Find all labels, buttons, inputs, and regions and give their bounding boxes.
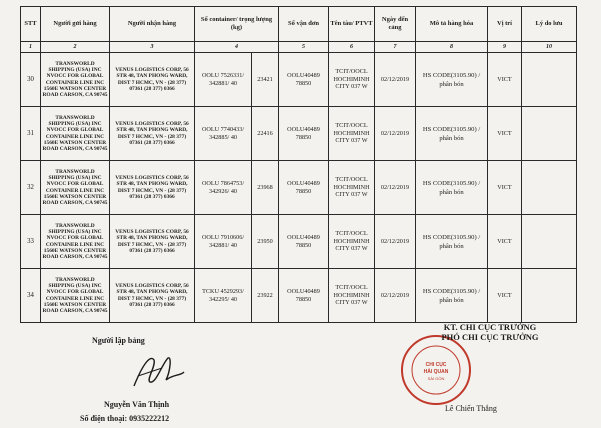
svg-text:HẢI QUAN: HẢI QUAN — [423, 369, 449, 375]
cell-container: OOLU 7910606/ 342881/ 40 — [195, 215, 252, 269]
cell-shipper: TRANSWORLD SHIPPING (USA) INC NVOCC FOR GLOBAL CONTAINER LINE INC 1560E WATSON CENTER ROAD CARSON, CA 90745 — [41, 53, 110, 107]
cell-reason — [522, 53, 577, 107]
cell-shipper: TRANSWORLD SHIPPING (USA) INC NVOCC FOR GLOBAL CONTAINER LINE INC 1560E WATSON CENTER ROAD CARSON, CA 90745 — [41, 269, 110, 323]
header-vessel: Tên tàu/ PTVT — [329, 7, 375, 42]
cell-description: HS CODE(3105.90) / phân bón — [416, 269, 488, 323]
table-row — [21, 161, 577, 215]
header-stt: STT — [21, 7, 41, 42]
cell-consignee: VENUS LOGISTICS CORP, 56 STR 48, TAN PHONG WARD, DIST 7 HCMC, VN - (28 377) 07361 (28 377) 0366 — [110, 107, 195, 161]
cell-shipper: TRANSWORLD SHIPPING (USA) INC NVOCC FOR GLOBAL CONTAINER LINE INC 1560E WATSON CENTER ROAD CARSON, CA 90745 — [41, 215, 110, 269]
cell-position: VICT — [488, 53, 522, 107]
table-row — [21, 107, 577, 161]
cell-weight: 23968 — [252, 161, 279, 215]
header-consignee: Người nhận hàng — [110, 7, 195, 42]
cell-weight: 23922 — [252, 269, 279, 323]
cell-vessel: TCIT/OOCL HOCHIMINH CITY 037 W — [329, 161, 375, 215]
cell-stt: 31 — [21, 107, 41, 161]
approver-name: Lê Chiến Thắng — [445, 404, 497, 413]
col-index: 2 — [41, 42, 110, 53]
cell-reason — [522, 215, 577, 269]
cell-vessel: TCIT/OOCL HOCHIMINH CITY 037 W — [329, 53, 375, 107]
cell-stt: 32 — [21, 161, 41, 215]
col-index: 8 — [416, 42, 488, 53]
header-row — [21, 7, 577, 42]
cell-stt: 34 — [21, 269, 41, 323]
preparer-phone: Số điện thoại: 0935222212 — [80, 414, 170, 423]
header-position: Vị trí — [488, 7, 522, 42]
cell-reason — [522, 161, 577, 215]
cell-shipper: TRANSWORLD SHIPPING (USA) INC NVOCC FOR GLOBAL CONTAINER LINE INC 1560E WATSON CENTER ROAD CARSON, CA 90745 — [41, 107, 110, 161]
cell-position: VICT — [488, 107, 522, 161]
cell-container: OOLU 7526331/ 342881/ 40 — [195, 53, 252, 107]
cell-date: 02/12/2019 — [375, 161, 416, 215]
col-index: 6 — [329, 42, 375, 53]
cell-date: 02/12/2019 — [375, 107, 416, 161]
cell-position: VICT — [488, 269, 522, 323]
col-index: 5 — [279, 42, 329, 53]
table-row — [21, 269, 577, 323]
storage-list-table — [20, 6, 577, 323]
cell-reason — [522, 269, 577, 323]
header-date: Ngày đến cảng — [375, 7, 416, 42]
cell-position: VICT — [488, 161, 522, 215]
header-reason: Lý do lưu — [522, 7, 577, 42]
svg-text:CHI CỤC: CHI CỤC — [425, 362, 447, 368]
cell-stt: 33 — [21, 215, 41, 269]
cell-description: HS CODE(3105.90) / phân bón — [416, 53, 488, 107]
cell-stt: 30 — [21, 53, 41, 107]
cell-container: TCKU 4529293/ 342295/ 40 — [195, 269, 252, 323]
cell-vessel: TCIT/OOCL HOCHIMINH CITY 037 W — [329, 215, 375, 269]
cell-bl: OOLU40489 78850 — [279, 269, 329, 323]
preparer-title: Người lập bảng — [92, 336, 145, 345]
header-shipper: Người gửi hàng — [41, 7, 110, 42]
cell-container: OOLU 7740433/ 342885/ 40 — [195, 107, 252, 161]
approver-title-2: PHÓ CHI CỤC TRƯỞNG — [441, 332, 539, 342]
cell-consignee: VENUS LOGISTICS CORP, 56 STR 48, TAN PHONG WARD, DIST 7 HCMC, VN - (28 377) 07361 (28 377) 0366 — [110, 269, 195, 323]
cell-description: HS CODE(3105.90) / phân bón — [416, 161, 488, 215]
header-description: Mô tả hàng hóa — [416, 7, 488, 42]
approver-title-1: KT. CHI CỤC TRƯỞNG — [443, 322, 537, 332]
column-index-row — [21, 42, 577, 53]
cell-position: VICT — [488, 215, 522, 269]
cell-date: 02/12/2019 — [375, 269, 416, 323]
cell-description: HS CODE(3105.90) / phân bón — [416, 215, 488, 269]
cell-consignee: VENUS LOGISTICS CORP, 56 STR 48, TAN PHONG WARD, DIST 7 HCMC, VN - (28 377) 07361 (28 377) 0366 — [110, 215, 195, 269]
table-row — [21, 53, 577, 107]
header-container: Số container/ trọng lượng (kg) — [195, 7, 279, 42]
cell-vessel: TCIT/OOCL HOCHIMINH CITY 037 W — [329, 107, 375, 161]
cell-weight: 22416 — [252, 107, 279, 161]
cell-bl: OOLU40489 78850 — [279, 161, 329, 215]
table-row — [21, 215, 577, 269]
cell-consignee: VENUS LOGISTICS CORP, 56 STR 48, TAN PHONG WARD, DIST 7 HCMC, VN - (28 377) 07361 (28 377) 0366 — [110, 53, 195, 107]
col-index: 9 — [488, 42, 522, 53]
col-index: 7 — [375, 42, 416, 53]
cell-bl: OOLU40489 78850 — [279, 53, 329, 107]
cell-bl: OOLU40489 78850 — [279, 215, 329, 269]
cell-consignee: VENUS LOGISTICS CORP, 56 STR 48, TAN PHONG WARD, DIST 7 HCMC, VN - (28 377) 07361 (28 377) 0366 — [110, 161, 195, 215]
col-index: 1 — [21, 42, 41, 53]
cell-container: OOLU 7864753/ 342926/ 40 — [195, 161, 252, 215]
cell-description: HS CODE(3105.90) / phân bón — [416, 107, 488, 161]
handwritten-signature — [128, 346, 188, 396]
cell-date: 02/12/2019 — [375, 215, 416, 269]
col-index: 4 — [195, 42, 279, 53]
preparer-name: Nguyễn Văn Thịnh — [104, 400, 170, 409]
cell-weight: 23950 — [252, 215, 279, 269]
header-bl: Số vận đơn — [279, 7, 329, 42]
cell-weight: 23421 — [252, 53, 279, 107]
official-stamp — [396, 330, 476, 410]
svg-text:SÀI GÒN: SÀI GÒN — [427, 376, 445, 381]
col-index: 10 — [522, 42, 577, 53]
cell-date: 02/12/2019 — [375, 53, 416, 107]
cell-vessel: TCIT/OOCL HOCHIMINH CITY 037 W — [329, 269, 375, 323]
col-index: 3 — [110, 42, 195, 53]
cell-reason — [522, 107, 577, 161]
cell-bl: OOLU40489 78850 — [279, 107, 329, 161]
cell-shipper: TRANSWORLD SHIPPING (USA) INC NVOCC FOR GLOBAL CONTAINER LINE INC 1560E WATSON CENTER ROAD CARSON, CA 90745 — [41, 161, 110, 215]
